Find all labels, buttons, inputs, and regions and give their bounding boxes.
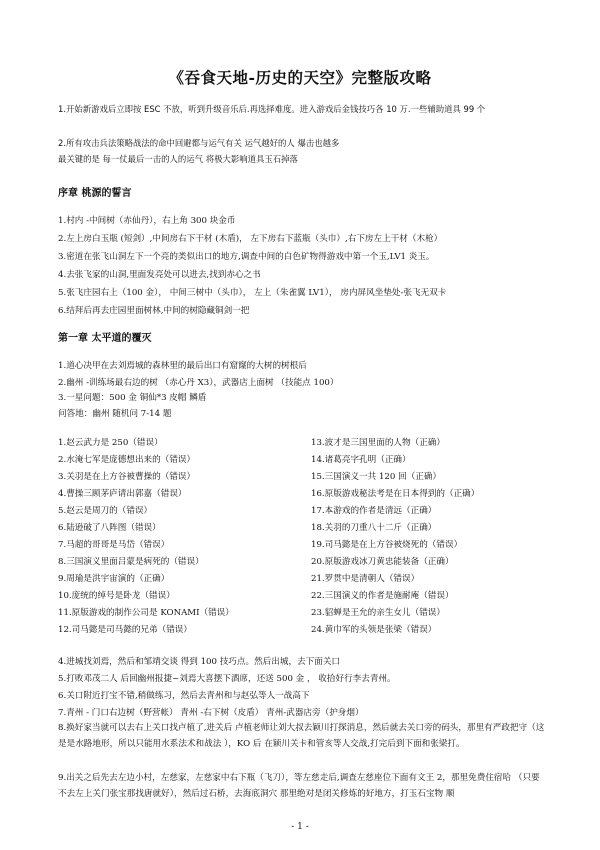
quiz-answer: 12.司马懿是司马懿的兄弟（错误） xyxy=(58,625,192,635)
intro-line-2: 2.所有攻击兵法策略战法的命中回避都与运气有关 运气越好的人 爆击也越多 xyxy=(58,138,340,148)
quiz-answer: 23.貂蝉是王允的亲生女儿（错误） xyxy=(311,608,445,618)
prologue-item: 5.张飞庄园右上（100 金）， 中间三树中（头巾）， 左上（朱雀翼 LV1）， 房内屏风坐垫处-张飞无双卡 xyxy=(58,288,447,298)
chapter1-item: 3.一星问题：500 金 铜仙*3 皮帽 鳞盾 xyxy=(58,393,207,403)
chapter1-paragraph-8: 8.换好家当就可以去右上关口找卢植了,进关后 卢植老师让刘大叔去颖川打探消息，然后就去关口旁的码头，那里有严政把守（这是是水路地形，所以只能用水系法术和战法 ），KO 后 在颖川关卡和管亥等人交战,打完后到下面和张梁打。 xyxy=(58,723,545,749)
page-title: 《吞食天地-历史的天空》完整版攻略 xyxy=(168,68,432,87)
quiz-answer: 2.水淹七军是庞德想出来的（错误） xyxy=(58,455,196,465)
quiz-answer: 16.原版游戏秘法考是在日本得到的（正确） xyxy=(311,489,480,499)
chapter1-item: 1.道心决甲在去刘焉城的森林里的最后出口有窟窿的大树的树根后 xyxy=(58,361,307,371)
chapter1-item: 4.进城找刘焉，然后和邹靖交谈 得到 100 技巧点。然后出城，去下面关口 xyxy=(58,657,341,667)
quiz-answer: 22.三国演义的作者是施耐庵（错误） xyxy=(311,591,454,601)
prologue-heading: 序章 桃源的誓言 xyxy=(58,188,132,199)
chapter1-item: 6.关口附近打宝不错,稍做练习，然后去青州和与赵弘等人一战高下 xyxy=(58,691,310,701)
page-number: - 1 - xyxy=(291,822,309,832)
chapter1-paragraph-9: 9.出关之后先去左边小村，左慈家，左慈家中右下瓶（飞刀），等左慈走后,调查左慈座位下面有文王 2，那里免费住宿哈 （只要不去左上关门张宝那找唐就好），然后过石桥，去海底洞穴 那里绝对是闭关修炼的好地方，打玉石宝物 顺 xyxy=(58,773,540,799)
quiz-answer: 13.波才是三国里面的人物（正确） xyxy=(311,438,445,448)
quiz-answer: 4.曹操三顾茅庐请出郭嘉（错误） xyxy=(58,489,187,499)
quiz-answer: 24.黄巾军的头领是张梁（错误） xyxy=(311,625,437,635)
prologue-item: 3.密道在张飞山洞左下一个亮的类似出口的地方,调查中间的白色矿物得游戏中第一个玉,LV1 炎玉。 xyxy=(58,252,435,262)
quiz-answer: 9.周瑜是洪宇宙演的（正确） xyxy=(58,574,170,584)
quiz-answer: 8.三国演义里面吕蒙是病死的（错误） xyxy=(58,557,204,567)
quiz-answer: 10.庞统的绰号是卧龙（错误） xyxy=(58,591,175,601)
quiz-answer: 5.赵云是周刀的（错误） xyxy=(58,506,153,516)
quiz-answer: 20.原版游戏冰刀黄忠能装备（正确） xyxy=(311,557,454,567)
quiz-answer: 11.原版游戏的制作公司是 KONAMI（错误） xyxy=(58,608,234,618)
quiz-answer: 19.司马懿是在上方谷被烧死的（错误） xyxy=(311,540,463,550)
chapter1-item: 2.幽州 -训练场最右边的树 （赤心丹 X3），武器店上面树 （技能点 100） xyxy=(58,378,339,388)
quiz-answer: 18.关羽的刀重八十二斤（正确） xyxy=(311,523,437,533)
quiz-answer: 6.陆逊破了八阵图（错误） xyxy=(58,523,161,533)
prologue-item: 1.村内 -中间树（赤仙丹），右上角 300 块金币 xyxy=(58,216,236,226)
quiz-answer: 1.赵云武力是 250（错误） xyxy=(58,438,163,448)
prologue-item: 4.去张飞家的山洞,里面发亮处可以进去,找到赤心之书 xyxy=(58,270,261,280)
chapter1-item: 5.打败邓茂二人 后回幽州报捷~刘焉大喜摆下酒席，还送 500 金 ， 收拾好行李去青州。 xyxy=(58,674,396,684)
chapter1-item: 7.青州 - 门口右边树（野营帐） 青州 -右下树（皮盾） 青州-武器店旁（护身烟） xyxy=(58,708,364,718)
chapter1-item: 问答地：幽州 随机问 7-14 题 xyxy=(58,409,172,419)
intro-line-3: 最关键的是 每一仗最后一击的人的运气 将极大影响道具玉石掉落 xyxy=(58,154,298,164)
quiz-answer: 17.本游戏的作者是清远（正确） xyxy=(311,506,437,516)
quiz-answer: 15.三国演义一共 120 回（正确） xyxy=(311,472,442,482)
quiz-answer: 7.马超的哥哥是马岱（错误） xyxy=(58,540,170,550)
intro-line-1: 1.开始新游戏后立即按 ESC 不放，听到升级音乐后.再选择难度。进入游戏后金钱技巧各 10 万.一些辅助道具 99 个 xyxy=(58,104,486,114)
prologue-item: 2.左上房白玉瓶 (短剑）,中间房右下干材 (木盾)， 左下房右下蓝瓶（头巾）,右下房左上干材（木枪） xyxy=(58,234,443,244)
quiz-answer: 21.罗贯中是清朝人（错误） xyxy=(311,574,420,584)
quiz-answer: 3.关羽是在上方谷被曹操的（错误） xyxy=(58,472,196,482)
quiz-answer: 14.诸葛亮字孔明（正确） xyxy=(311,455,411,465)
chapter1-heading: 第一章 太平道的覆灭 xyxy=(58,333,152,344)
prologue-item: 6.结拜后再去庄园里面树林,中间的树隐藏铜剑一把 xyxy=(58,306,250,316)
